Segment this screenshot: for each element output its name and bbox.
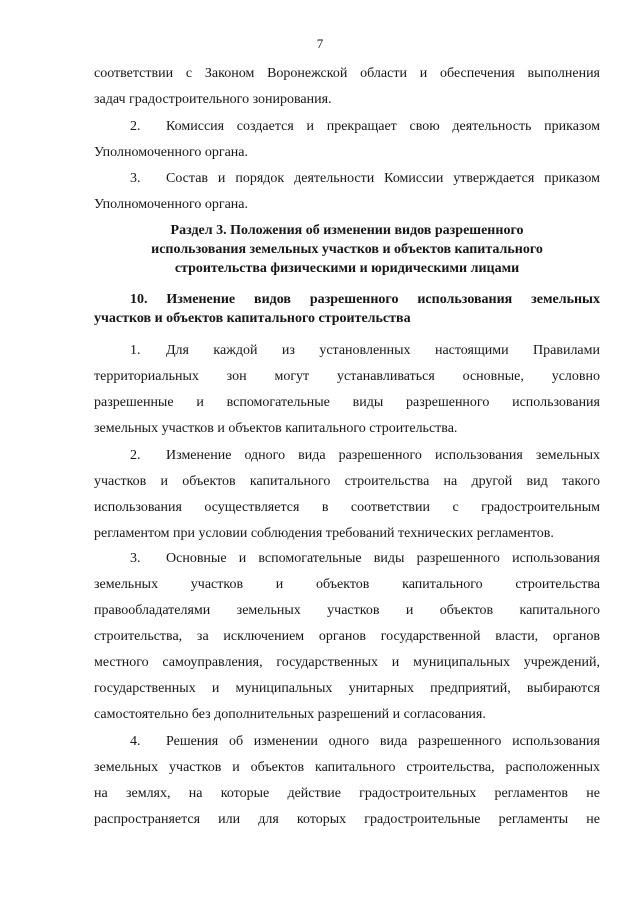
article-paragraph-3	[94, 546, 600, 728]
item-number: 3.	[130, 551, 141, 566]
item-number: 3.	[130, 171, 141, 186]
text-line: земельных участков и объектов капитального строительства, расположенных	[94, 760, 600, 775]
text-line: регламентом при условии соблюдения требований технических регламентов.	[94, 526, 554, 541]
text-line: местного самоуправления, государственных и муниципальных учреждений,	[94, 655, 600, 670]
article-paragraph-2	[94, 443, 600, 547]
text-line	[94, 729, 600, 755]
text-line: правообладателями земельных участков и объектов капитального	[94, 603, 600, 618]
list-item-2	[94, 114, 600, 166]
text-fragment: Комиссия создается и прекращает свою деятельность приказом	[166, 119, 600, 134]
text-fragment: Основные и вспомогательные виды разрешенного использования	[166, 551, 600, 566]
heading-line: Раздел 3. Положения об изменении видов разрешенного	[170, 223, 524, 238]
heading-line: участков и объектов капитального строительства	[94, 311, 411, 326]
heading-line: строительства физическими и юридическими лицами	[174, 261, 520, 276]
text-line: соответствии с Законом Воронежской области и обеспечения выполнения	[94, 66, 600, 81]
text-line: участков и объектов капитального строительства на другой вид такого	[94, 474, 600, 489]
text-line: на землях, на которые действие градостроительных регламентов не	[94, 786, 600, 801]
text-line: задач градостроительного зонирования.	[94, 92, 332, 107]
section-heading	[94, 221, 600, 278]
text-line: строительства, за исключением органов государственной власти, органов	[94, 629, 600, 644]
text-line: территориальных зон могут устанавливаться основные, условно	[94, 369, 600, 384]
text-line: использования осуществляется в соответствии с градостроительным	[94, 500, 600, 515]
article-paragraph-4	[94, 729, 600, 833]
text-line: земельных участков и объектов капитального строительства.	[94, 421, 458, 436]
page-number: 7	[316, 36, 324, 51]
paragraph-intro	[94, 61, 600, 113]
item-number: 1.	[130, 343, 141, 358]
text-line: Уполномоченного органа.	[94, 197, 248, 212]
item-number: 4.	[130, 734, 141, 749]
text-line: самостоятельно без дополнительных разрешений и согласования.	[94, 707, 486, 722]
heading-line: 10. Изменение видов разрешенного использования земельных	[130, 292, 600, 307]
text-line: Уполномоченного органа.	[94, 145, 248, 160]
list-item-3	[94, 166, 600, 218]
text-line	[94, 166, 600, 192]
text-fragment: Для каждой из установленных настоящими Правилами	[166, 343, 600, 358]
item-number: 2.	[130, 119, 141, 134]
text-line	[94, 443, 600, 469]
text-fragment: Состав и порядок деятельности Комиссии утверждается приказом	[166, 171, 600, 186]
text-line: государственных и муниципальных унитарных предприятий, выбираются	[94, 681, 600, 696]
text-fragment: Решения об изменении одного вида разрешенного использования	[166, 734, 600, 749]
text-line	[94, 114, 600, 140]
article-heading	[94, 290, 600, 328]
text-line: земельных участков и объектов капитального строительства	[94, 577, 600, 592]
text-line: разрешенные и вспомогательные виды разрешенного использования	[94, 395, 600, 410]
heading-line: использования земельных участков и объектов капитального	[151, 242, 543, 257]
item-number: 2.	[130, 448, 141, 463]
text-line: распространяется или для которых градостроительные регламенты не	[94, 812, 600, 827]
text-line	[94, 546, 600, 572]
article-paragraph-1	[94, 338, 600, 442]
text-fragment: Изменение одного вида разрешенного использования земельных	[166, 448, 600, 463]
text-line	[94, 338, 600, 364]
